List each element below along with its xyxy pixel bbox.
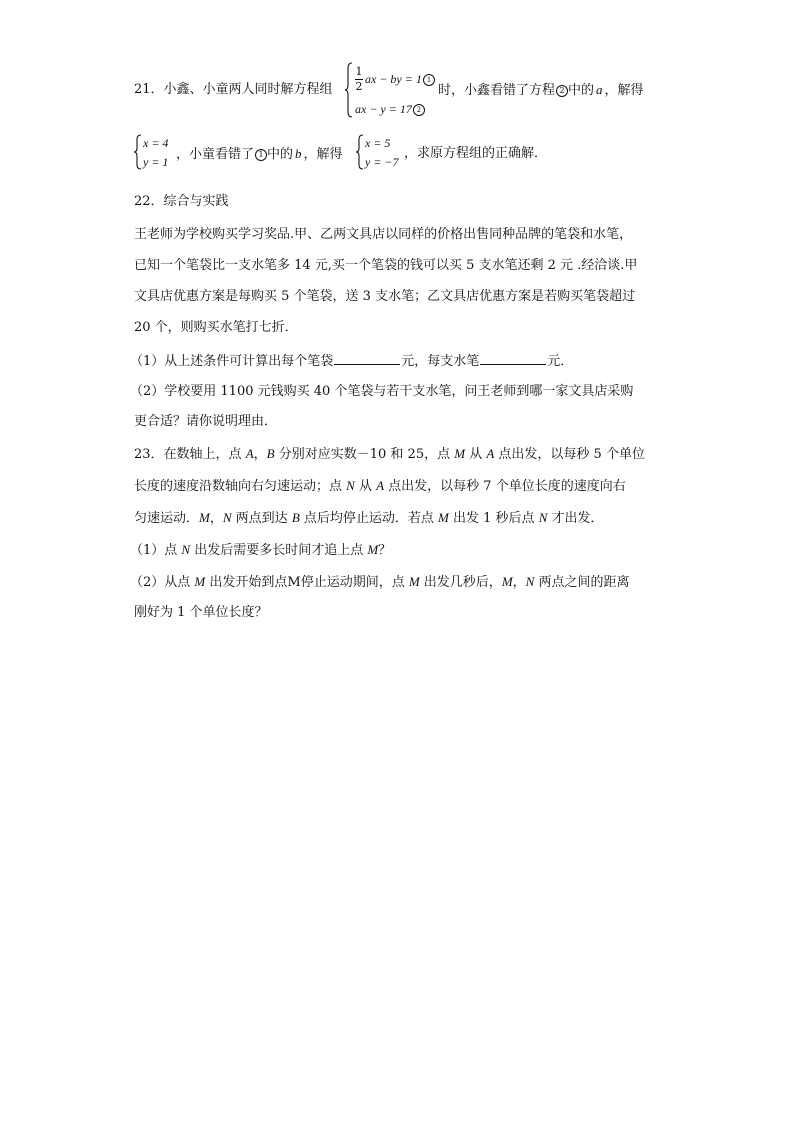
solution-1-x: x = 4 [143,136,169,150]
point-a-label: A [376,478,385,493]
q23-line-3 [134,508,604,528]
left-brace-icon [356,134,364,170]
point-m-label: M [408,574,420,589]
q21-lead: 21．小鑫、小童两人同时解方程组 [134,82,333,97]
q21-mid1-a: 时，小鑫看错了方程 [438,83,556,98]
point-a-label: A [245,446,254,461]
solution-2-y: y = −7 [365,155,399,169]
q21-mid2-a: ，小童看错了 [176,147,255,162]
q23-sep: ， [209,511,223,526]
q22-title: 22．综合与实践 [134,194,229,209]
circled-number-2: 2 [413,104,425,116]
solution-1-y: y = 1 [143,155,169,169]
fraction-numerator: 1 [355,65,363,78]
q21-line-1-cont [438,80,644,100]
point-m-label: M [367,542,379,557]
variable-b: b [295,146,302,161]
point-m-label: M [438,510,449,525]
q23-s2-b: 出发开始到点M停止运动期间，点 [205,575,409,590]
q23-l1-b: 分别对应实数－10 和 25，点 [274,447,455,462]
q22-paragraph-line-4: 20 个，则购买水笔打七折． [134,320,298,335]
q22-s1-a: （1）从上述条件可计算出每个笔袋 [130,354,334,369]
q21-solution-system-1 [134,134,178,170]
q21-line-2 [176,144,343,164]
answer-blank-1 [334,350,400,365]
q23-s2-d: 两点之间的距离 [534,575,630,590]
q23-l1-d: 点出发，以每秒 5 个单位 [494,447,645,462]
point-n-label: N [222,510,232,525]
q23-l3-c: 点后均停止运动．若点 [299,511,439,526]
q23-s2-a: （2）从点 [130,575,195,590]
q22-subquestion-1 [130,350,573,370]
q23-sep: ， [253,447,267,462]
q22-paragraph-line-1: 王老师为学校购买学习奖品.甲、乙两文具店以同样的价格出售同种品牌的笔袋和水笔， [134,227,633,242]
q23-l3-b: 两点到达 [231,511,292,526]
fraction-denominator: 2 [355,80,363,93]
circled-number-2-inline: 2 [556,85,568,97]
q23-l3-e: 才出发． [547,511,604,526]
q21-line-1 [134,80,333,100]
q23-subquestion-2-cont: 刚好为 1 个单位长度？ [134,605,268,620]
solution-2-x: x = 5 [365,136,391,150]
answer-blank-2 [480,350,546,365]
q23-subquestion-2 [130,572,629,592]
q23-l1-a: 23．在数轴上，点 [134,447,246,462]
q21-mid1-c: ，解得 [604,83,644,98]
point-b-label: B [291,510,300,525]
point-b-label: B [266,446,275,461]
left-brace-icon [134,134,142,170]
q22-paragraph-line-2: 已知一个笔袋比一支水笔多 14 元,买一个笔袋的钱可以买 5 支水笔还剩 2 元 .经洽谈.甲 [134,258,638,273]
q22-s1-b: 元，每支水笔 [401,354,480,369]
equation-1-body: ax − by = 1 [365,72,422,86]
point-n-label: N [538,510,548,525]
circled-number-1-inline: 1 [255,149,267,161]
point-m-label: M [199,510,210,525]
q22-subquestion-2-cont: 更合适？请你说明理由． [134,414,278,429]
q23-l2-b: 从 [354,479,377,494]
q23-subquestion-1 [130,540,391,560]
q23-l3-a: 匀速运动． [134,511,200,526]
point-n-label: N [346,478,355,493]
q23-line-2 [134,476,626,496]
q23-l1-c: 从 [465,447,487,462]
q23-s1-c: ？ [378,543,392,558]
q21-tail: ，求原方程组的正确解． [404,146,548,161]
q21-equation-system [345,62,445,118]
q22-subquestion-2: （2）学校要用 1100 元钱购买 40 个笔袋与若干支水笔，问王老师到哪一家文具店采购 [130,384,634,399]
q23-l2-a: 长度的速度沿数轴向右匀速运动；点 [134,479,347,494]
point-n-label: N [181,542,191,557]
q22-s1-c: 元． [547,354,574,369]
q21-mid2-c: ，解得 [303,147,343,162]
q23-s1-a: （1）点 [130,543,182,558]
q23-line-1 [134,444,645,464]
point-m-label: M [501,574,513,589]
q23-sep: ， [512,575,526,590]
point-m-label: M [194,574,206,589]
q21-solution-system-2 [356,134,406,170]
q22-paragraph-line-3: 文具店优惠方案是每购买 5 个笔袋，送 3 支水笔；乙文具店优惠方案是若购买笔袋超过 [134,289,636,304]
equation-2 [355,102,425,116]
variable-a: a [596,82,603,97]
q23-l3-d: 出发 1 秒后点 [448,511,539,526]
left-brace-icon [345,62,353,118]
q23-s2-c: 出发几秒后， [419,575,502,590]
equation-2-body: ax − y = 17 [355,102,412,116]
q23-s1-b: 出发后需要多长时间才追上点 [190,543,368,558]
point-n-label: N [525,574,535,589]
q21-line-2-tail [404,144,547,164]
point-m-label: M [454,446,466,461]
point-a-label: A [486,446,495,461]
q23-l2-c: 点出发，以每秒 7 个单位长度的速度向右 [384,479,626,494]
circled-number-1: 1 [423,74,435,86]
equation-1 [365,72,435,86]
q21-mid1-b: 中的 [568,83,595,98]
q21-mid2-b: 中的 [267,147,294,162]
